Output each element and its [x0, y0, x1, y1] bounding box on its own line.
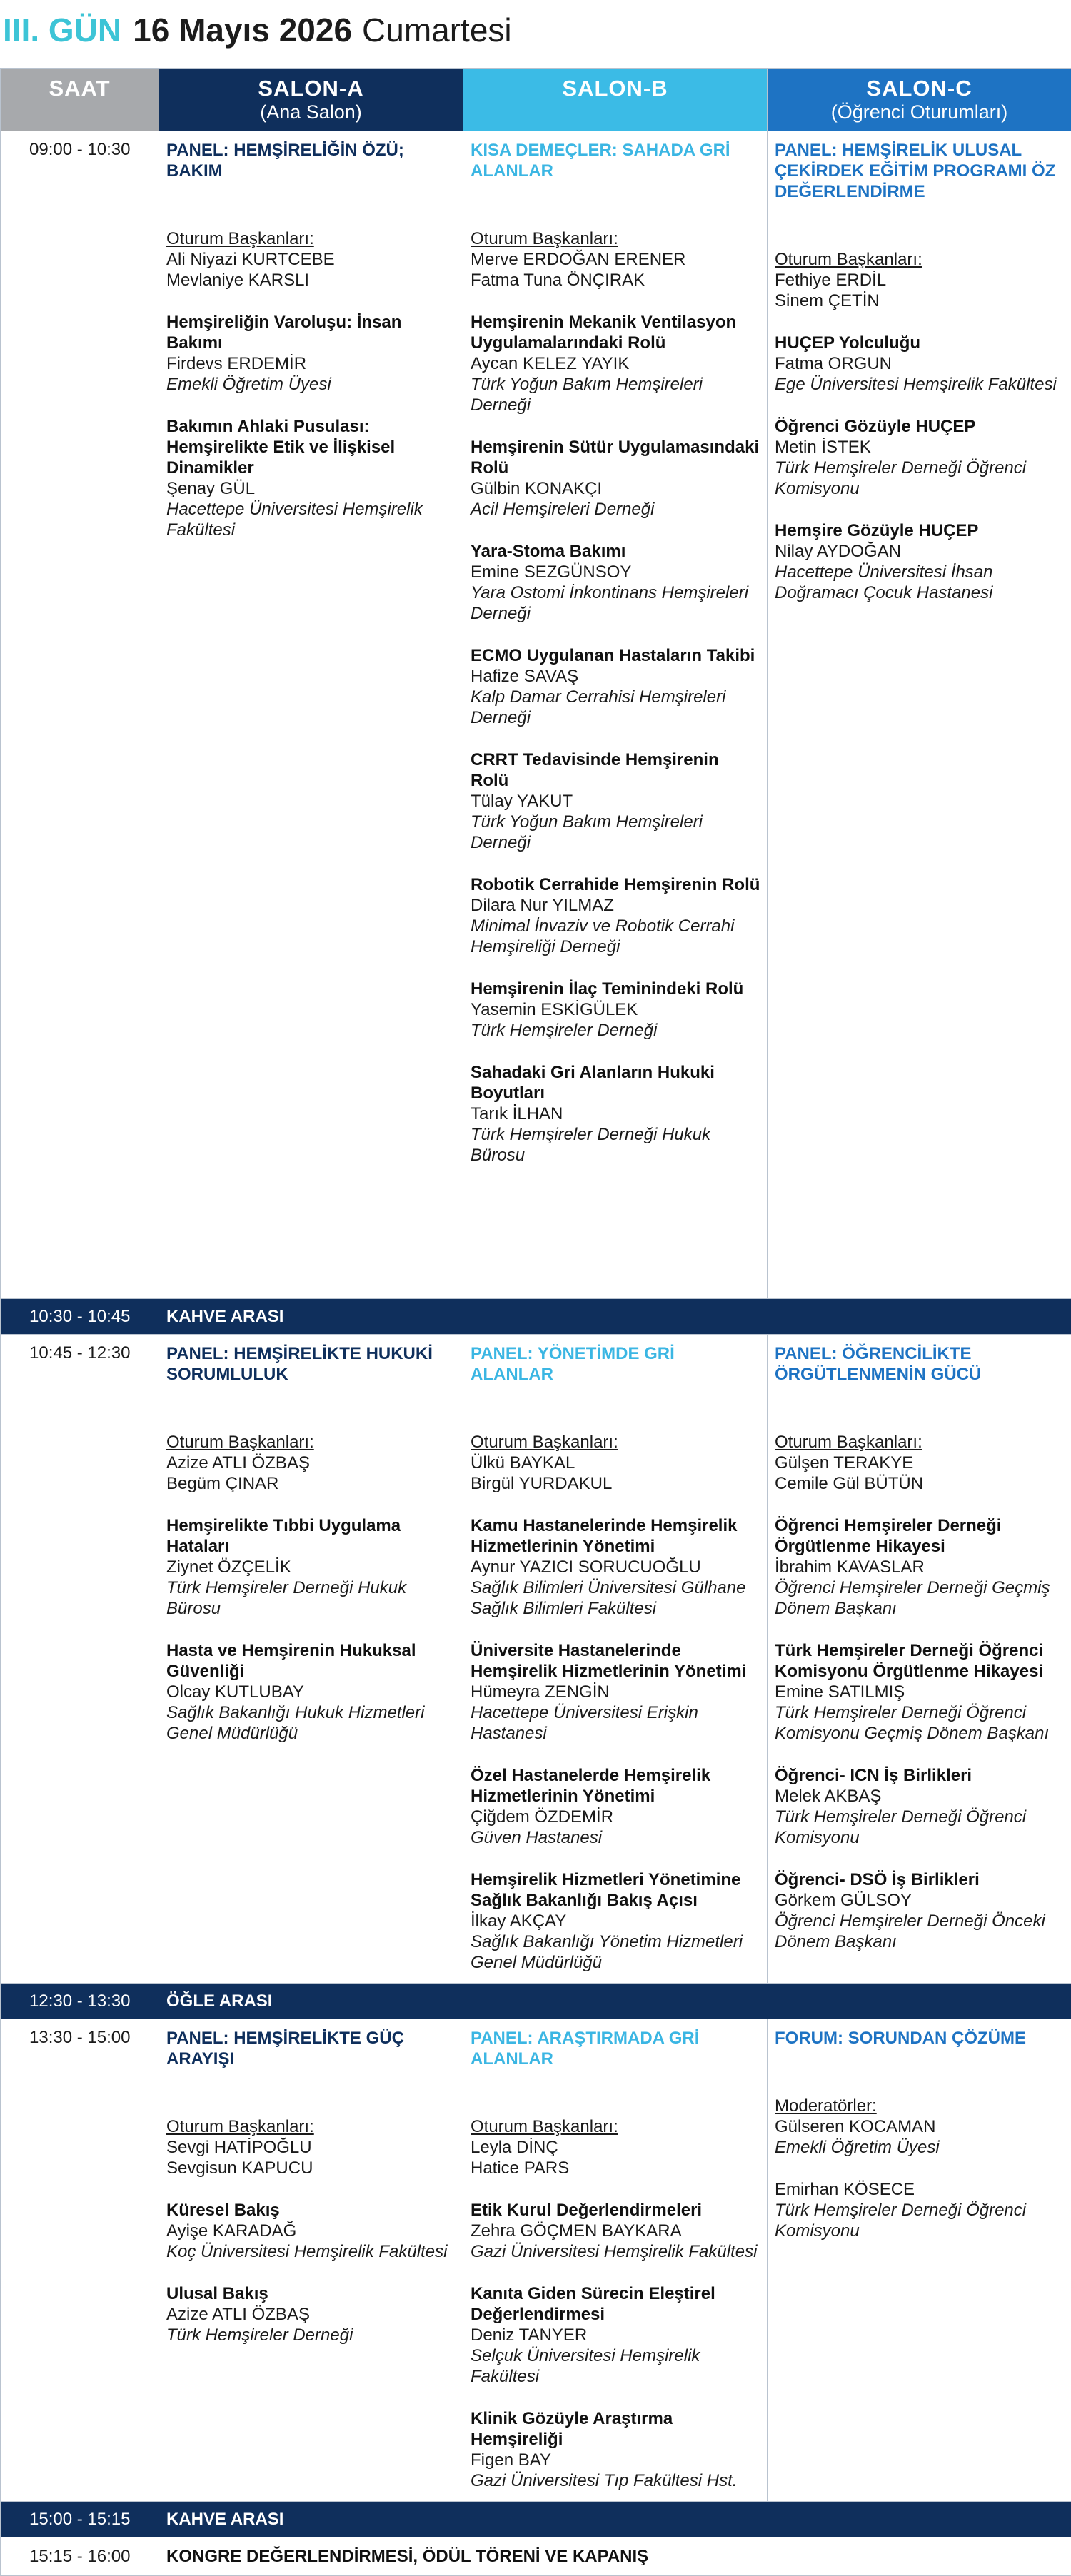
chair-name: Merve ERDOĞAN ERENER — [471, 249, 761, 270]
speaker-name: İlkay AKÇAY — [471, 1911, 761, 1931]
speaker-affiliation: Kalp Damar Cerrahisi Hemşireleri Derneği — [471, 687, 761, 728]
panel-title: PANEL: HEMŞİRELİK ULUSAL ÇEKİRDEK EĞİTİM PROGRAMI ÖZ DEĞERLENDİRME — [775, 140, 1065, 202]
talk-title: Hemşirenin Sütür Uygulamasındaki Rolü — [471, 437, 761, 478]
speaker-affiliation: Minimal İnvaziv ve Robotik Cerrahi Hemşireliği Derneği — [471, 916, 761, 957]
chair-affiliation: Emekli Öğretim Üyesi — [775, 2137, 1065, 2158]
talk-title: Küresel Bakış — [166, 2200, 457, 2221]
talk-title: Hemşirenin İlaç Teminindeki Rolü — [471, 979, 761, 999]
date-label: 16 Mayıs 2026 — [133, 14, 352, 46]
chair-name: Sevgi HATİPOĞLU — [166, 2137, 457, 2158]
chair-name: Azize ATLI ÖZBAŞ — [166, 1453, 457, 1473]
column-header-row — [1, 69, 1071, 131]
talk-title: ECMO Uygulanan Hastaların Takibi — [471, 645, 761, 666]
speaker-affiliation: Türk Hemşireler Derneği — [166, 2325, 457, 2345]
break-label: ÖĞLE ARASI — [159, 1984, 1071, 2019]
chairs-label: Oturum Başkanları: — [471, 2116, 761, 2137]
talk-title: Klinik Gözüyle Araştırma Hemşireliği — [471, 2408, 761, 2450]
chair-name: Sinem ÇETİN — [775, 291, 1065, 311]
speaker-affiliation: Sağlık Bakanlığı Hukuk Hizmetleri Genel Müdürlüğü — [166, 1702, 457, 1744]
chairs-label: Oturum Başkanları: — [471, 228, 761, 249]
speaker-affiliation: Selçuk Üniversitesi Hemşirelik Fakültesi — [471, 2345, 761, 2387]
speaker-name: Ayişe KARADAĞ — [166, 2221, 457, 2241]
talk-item — [471, 749, 761, 853]
speaker-affiliation: Gazi Üniversitesi Hemşirelik Fakültesi — [471, 2241, 761, 2262]
break-row — [1, 1984, 1071, 2019]
talk-title: HUÇEP Yolculuğu — [775, 333, 1065, 353]
speaker-affiliation: Türk Hemşireler Derneği Hukuk Bürosu — [166, 1577, 457, 1619]
speaker-name: Tülay YAKUT — [471, 791, 761, 812]
speaker-name: Firdevs ERDEMİR — [166, 353, 457, 374]
speaker-name: Görkem GÜLSOY — [775, 1890, 1065, 1911]
speaker-affiliation: Hacettepe Üniversitesi İhsan Doğramacı Çocuk Hastanesi — [775, 562, 1065, 603]
speaker-name: Emirhan KÖSECE — [775, 2179, 1065, 2200]
speaker-affiliation: Türk Hemşireler Derneği Öğrenci Komisyonu — [775, 2200, 1065, 2241]
program-table — [0, 68, 1071, 2576]
speaker-name: Çiğdem ÖZDEMİR — [471, 1807, 761, 1827]
talk-item — [166, 2200, 457, 2262]
speaker-name: Zehra GÖÇMEN BAYKARA — [471, 2221, 761, 2241]
chair-name: Gülşen TERAKYE — [775, 1453, 1065, 1473]
chairs-label: Oturum Başkanları: — [775, 249, 1065, 270]
chair-name: Birgül YURDAKUL — [471, 1473, 761, 1494]
talk-item — [471, 1640, 761, 1744]
talk-item — [471, 979, 761, 1041]
break-time: 12:30 - 13:30 — [1, 1984, 159, 2019]
talk-item — [166, 1515, 457, 1619]
talk-title: Öğrenci Gözüyle HUÇEP — [775, 416, 1065, 437]
speaker-name: Aycan KELEZ YAYIK — [471, 353, 761, 374]
talk-title: Hemşirenin Mekanik Ventilasyon Uygulamalarındaki Rolü — [471, 312, 761, 353]
weekday-label: Cumartesi — [362, 14, 512, 46]
session-cell-salon-a — [159, 131, 463, 1299]
talk-item — [471, 874, 761, 957]
talk-item — [471, 1062, 761, 1166]
talk-title: Öğrenci- ICN İş Birlikleri — [775, 1765, 1065, 1786]
speaker-name: Deniz TANYER — [471, 2325, 761, 2345]
talk-title: CRRT Tedavisinde Hemşirenin Rolü — [471, 749, 761, 791]
speaker-affiliation: Sağlık Bilimleri Üniversitesi Gülhane Sağlık Bilimleri Fakültesi — [471, 1577, 761, 1619]
talk-item — [775, 520, 1065, 603]
talk-title: Hasta ve Hemşirenin Hukuksal Güvenliği — [166, 1640, 457, 1682]
talk-title: Sahadaki Gri Alanların Hukuki Boyutları — [471, 1062, 761, 1103]
speaker-affiliation: Türk Hemşireler Derneği Öğrenci Komisyonu Geçmiş Dönem Başkanı — [775, 1702, 1065, 1744]
closing-time: 15:15 - 16:00 — [1, 2537, 159, 2576]
speaker-affiliation: Ege Üniversitesi Hemşirelik Fakültesi — [775, 374, 1065, 395]
speaker-name: Metin İSTEK — [775, 437, 1065, 458]
chair-name: Fethiye ERDİL — [775, 270, 1065, 291]
talk-item — [775, 2179, 1065, 2241]
panel-title: PANEL: HEMŞİRELİĞİN ÖZÜ; BAKIM — [166, 140, 457, 181]
panel-title: KISA DEMEÇLER: SAHADA GRİ ALANLAR — [471, 140, 761, 181]
chair-name: Mevlaniye KARSLI — [166, 270, 457, 291]
speaker-affiliation: Türk Yoğun Bakım Hemşireleri Derneği — [471, 812, 761, 853]
talk-item — [471, 437, 761, 520]
speaker-name: Yasemin ESKİGÜLEK — [471, 999, 761, 1020]
chairs-label: Oturum Başkanları: — [775, 1432, 1065, 1453]
speaker-affiliation: Türk Hemşireler Derneği Hukuk Bürosu — [471, 1124, 761, 1166]
chairs-label: Oturum Başkanları: — [166, 2116, 457, 2137]
talk-item — [471, 645, 761, 728]
break-time: 15:00 - 15:15 — [1, 2502, 159, 2537]
speaker-name: Tarık İLHAN — [471, 1103, 761, 1124]
speaker-name: Ziynet ÖZÇELİK — [166, 1557, 457, 1577]
speaker-affiliation: Türk Hemşireler Derneği Öğrenci Komisyonu — [775, 1807, 1065, 1848]
talk-item — [471, 312, 761, 415]
chair-name: Ali Niyazi KURTCEBE — [166, 249, 457, 270]
talk-item — [166, 312, 457, 395]
talk-title: Kamu Hastanelerinde Hemşirelik Hizmetlerinin Yönetimi — [471, 1515, 761, 1557]
panel-title: PANEL: ÖĞRENCİLİKTE ÖRGÜTLENMENİN GÜCÜ — [775, 1343, 1065, 1385]
talk-title: Ulusal Bakış — [166, 2283, 457, 2304]
speaker-name: Hümeyra ZENGİN — [471, 1682, 761, 1702]
closing-label: KONGRE DEĞERLENDİRMESİ, ÖDÜL TÖRENİ VE KAPANIŞ — [159, 2537, 1071, 2576]
speaker-affiliation: Türk Hemşireler Derneği Öğrenci Komisyonu — [775, 458, 1065, 499]
panel-title: PANEL: HEMŞİRELİKTE HUKUKİ SORUMLULUK — [166, 1343, 457, 1385]
talk-title: Bakımın Ahlaki Pusulası: Hemşirelikte Etik ve İlişkisel Dinamikler — [166, 416, 457, 478]
talk-item — [471, 1869, 761, 1973]
talk-item — [775, 1869, 1065, 1952]
panel-title: PANEL: HEMŞİRELİKTE GÜÇ ARAYIŞI — [166, 2028, 457, 2069]
talk-title: Hemşire Gözüyle HUÇEP — [775, 520, 1065, 541]
session-time: 10:45 - 12:30 — [1, 1335, 159, 1984]
session-cell-salon-b — [463, 2019, 768, 2502]
speaker-name: Emine SEZGÜNSOY — [471, 562, 761, 582]
talk-item — [775, 1640, 1065, 1744]
talk-title: Özel Hastanelerde Hemşirelik Hizmetlerinin Yönetimi — [471, 1765, 761, 1807]
session-cell-salon-a — [159, 1335, 463, 1984]
chairs-label: Oturum Başkanları: — [166, 1432, 457, 1453]
speaker-name: Dilara Nur YILMAZ — [471, 895, 761, 916]
chair-name: Gülseren KOCAMAN — [775, 2116, 1065, 2137]
speaker-affiliation: Güven Hastanesi — [471, 1827, 761, 1848]
talk-item — [775, 1765, 1065, 1848]
panel-title: PANEL: YÖNETİMDE GRİ ALANLAR — [471, 1343, 761, 1385]
chairs-label: Oturum Başkanları: — [471, 1432, 761, 1453]
session-row — [1, 131, 1071, 1299]
session-cell-salon-c — [768, 1335, 1071, 1984]
session-cell-salon-b — [463, 131, 768, 1299]
chair-name: Cemile Gül BÜTÜN — [775, 1473, 1065, 1494]
session-cell-salon-c — [768, 131, 1071, 1299]
chair-name: Sevgisun KAPUCU — [166, 2158, 457, 2178]
talk-item — [166, 2283, 457, 2345]
session-row — [1, 2019, 1071, 2502]
talk-item — [166, 1640, 457, 1744]
break-time: 10:30 - 10:45 — [1, 1299, 159, 1335]
session-cell-salon-a — [159, 2019, 463, 2502]
column-header-salon-b: SALON-B — [463, 69, 768, 131]
speaker-name: Aynur YAZICI SORUCUOĞLU — [471, 1557, 761, 1577]
talk-title: Öğrenci Hemşireler Derneği Örgütlenme Hikayesi — [775, 1515, 1065, 1557]
talk-item — [471, 541, 761, 624]
talk-title: Yara-Stoma Bakımı — [471, 541, 761, 562]
speaker-name: Olcay KUTLUBAY — [166, 1682, 457, 1702]
speaker-affiliation: Emekli Öğretim Üyesi — [166, 374, 457, 395]
chair-name: Begüm ÇINAR — [166, 1473, 457, 1494]
break-row — [1, 2502, 1071, 2537]
talk-item — [775, 416, 1065, 499]
speaker-affiliation: Yara Ostomi İnkontinans Hemşireleri Derneği — [471, 582, 761, 624]
speaker-affiliation: Öğrenci Hemşireler Derneği Önceki Dönem Başkanı — [775, 1911, 1065, 1952]
speaker-affiliation: Gazi Üniversitesi Tıp Fakültesi Hst. — [471, 2470, 761, 2491]
chair-name: Ülkü BAYKAL — [471, 1453, 761, 1473]
talk-title: Kanıta Giden Sürecin Eleştirel Değerlendirmesi — [471, 2283, 761, 2325]
talk-item — [166, 416, 457, 540]
talk-title: Türk Hemşireler Derneği Öğrenci Komisyonu Örgütlenme Hikayesi — [775, 1640, 1065, 1682]
speaker-affiliation: Acil Hemşireleri Derneği — [471, 499, 761, 520]
talk-item — [471, 1765, 761, 1848]
speaker-name: Figen BAY — [471, 2450, 761, 2470]
talk-item — [471, 1515, 761, 1619]
closing-row — [1, 2537, 1071, 2576]
talk-title: Üniversite Hastanelerinde Hemşirelik Hizmetlerinin Yönetimi — [471, 1640, 761, 1682]
talk-item — [775, 333, 1065, 395]
talk-title: Robotik Cerrahide Hemşirenin Rolü — [471, 874, 761, 895]
talk-title: Hemşirelik Hizmetleri Yönetimine Sağlık Bakanlığı Bakış Açısı — [471, 1869, 761, 1911]
talk-title: Hemşireliğin Varoluşu: İnsan Bakımı — [166, 312, 457, 353]
speaker-name: Azize ATLI ÖZBAŞ — [166, 2304, 457, 2325]
session-cell-salon-c — [768, 2019, 1071, 2502]
break-label: KAHVE ARASI — [159, 1299, 1071, 1335]
column-header-salon-a: SALON-A (Ana Salon) — [159, 69, 463, 131]
speaker-affiliation: Hacettepe Üniversitesi Erişkin Hastanesi — [471, 1702, 761, 1744]
chair-name: Hatice PARS — [471, 2158, 761, 2178]
session-time: 09:00 - 10:30 — [1, 131, 159, 1299]
session-row — [1, 1335, 1071, 1984]
speaker-affiliation: Hacettepe Üniversitesi Hemşirelik Fakültesi — [166, 499, 457, 540]
chair-name: Fatma Tuna ÖNÇIRAK — [471, 270, 761, 291]
talk-title: Hemşirelikte Tıbbi Uygulama Hataları — [166, 1515, 457, 1557]
speaker-affiliation: Türk Hemşireler Derneği — [471, 1020, 761, 1041]
panel-title: PANEL: ARAŞTIRMADA GRİ ALANLAR — [471, 2028, 761, 2069]
page-header — [0, 0, 1071, 68]
chair-name: Leyla DİNÇ — [471, 2137, 761, 2158]
speaker-name: Fatma ORGUN — [775, 353, 1065, 374]
speaker-affiliation: Koç Üniversitesi Hemşirelik Fakültesi — [166, 2241, 457, 2262]
column-header-salon-c: SALON-C (Öğrenci Oturumları) — [768, 69, 1071, 131]
day-label: III. GÜN — [3, 14, 121, 46]
session-time: 13:30 - 15:00 — [1, 2019, 159, 2502]
speaker-name: Emine SATILMIŞ — [775, 1682, 1065, 1702]
speaker-affiliation: Öğrenci Hemşireler Derneği Geçmiş Dönem Başkanı — [775, 1577, 1065, 1619]
panel-title: FORUM: SORUNDAN ÇÖZÜME — [775, 2028, 1065, 2049]
talk-item — [471, 2283, 761, 2387]
talk-title: Etik Kurul Değerlendirmeleri — [471, 2200, 761, 2221]
session-cell-salon-b — [463, 1335, 768, 1984]
chairs-label: Oturum Başkanları: — [166, 228, 457, 249]
talk-item — [471, 2408, 761, 2491]
column-header-saat: SAAT — [1, 69, 159, 131]
speaker-name: Hafize SAVAŞ — [471, 666, 761, 687]
speaker-affiliation: Sağlık Bakanlığı Yönetim Hizmetleri Genel Müdürlüğü — [471, 1931, 761, 1973]
speaker-name: Nilay AYDOĞAN — [775, 541, 1065, 562]
speaker-name: Şenay GÜL — [166, 478, 457, 499]
speaker-name: İbrahim KAVASLAR — [775, 1557, 1065, 1577]
speaker-name: Gülbin KONAKÇI — [471, 478, 761, 499]
speaker-affiliation: Türk Yoğun Bakım Hemşireleri Derneği — [471, 374, 761, 415]
break-label: KAHVE ARASI — [159, 2502, 1071, 2537]
talk-item — [471, 2200, 761, 2262]
chairs-label: Moderatörler: — [775, 2096, 1065, 2116]
talk-item — [775, 1515, 1065, 1619]
speaker-name: Melek AKBAŞ — [775, 1786, 1065, 1807]
talk-title: Öğrenci- DSÖ İş Birlikleri — [775, 1869, 1065, 1890]
break-row — [1, 1299, 1071, 1335]
